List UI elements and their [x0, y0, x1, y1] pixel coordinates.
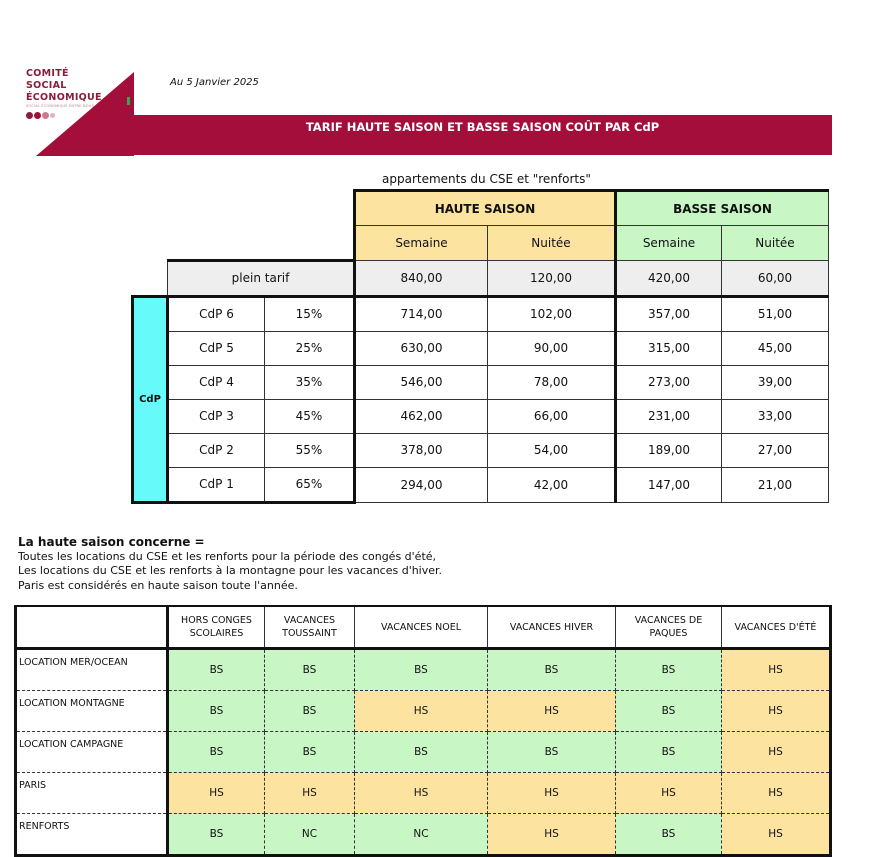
cdp-percent: 15% — [265, 296, 355, 331]
logo-dot — [26, 112, 33, 119]
cdp-value: 27,00 — [722, 433, 829, 467]
cdp-value: 189,00 — [616, 433, 722, 467]
table-row — [16, 814, 831, 856]
season-cell: HS — [355, 691, 488, 732]
row-label: LOCATION CAMPAGNE — [16, 732, 168, 773]
season-cell: BS — [168, 814, 265, 856]
table-row — [133, 399, 829, 433]
tarif-table — [131, 189, 829, 504]
notes-line: Paris est considérés en haute saison toute l'année. — [18, 578, 298, 592]
table-row — [133, 433, 829, 467]
notes-heading: La haute saison concerne = — [18, 535, 205, 549]
cdp-name: CdP 4 — [168, 365, 265, 399]
cdp-value: 630,00 — [355, 331, 488, 365]
cdp-value: 546,00 — [355, 365, 488, 399]
cdp-value: 714,00 — [355, 296, 488, 331]
season-cell: HS — [488, 773, 616, 814]
season-cell: HS — [722, 691, 831, 732]
cdp-value: 54,00 — [488, 433, 616, 467]
logo-dot — [50, 113, 55, 118]
corner-cell — [16, 606, 168, 649]
season-cell: BS — [488, 732, 616, 773]
cdp-value: 51,00 — [722, 296, 829, 331]
table-subtitle: appartements du CSE et "renforts" — [382, 172, 591, 186]
period-header: HORS CONGES SCOLAIRES — [168, 606, 265, 649]
season-cell: BS — [355, 649, 488, 691]
period-header: VACANCES D'ÉTÉ — [722, 606, 831, 649]
plein-tarif-value: 120,00 — [488, 260, 616, 296]
table-row — [16, 732, 831, 773]
plein-tarif-value: 840,00 — [355, 260, 488, 296]
cdp-value: 147,00 — [616, 467, 722, 502]
season-cell: HS — [488, 691, 616, 732]
cdp-name: CdP 5 — [168, 331, 265, 365]
cdp-value: 357,00 — [616, 296, 722, 331]
row-label: LOCATION MER/OCEAN — [16, 649, 168, 691]
table-row — [16, 691, 831, 732]
cdp-value: 66,00 — [488, 399, 616, 433]
cdp-percent: 35% — [265, 365, 355, 399]
plein-tarif-label: plein tarif — [168, 260, 355, 296]
cdp-value: 273,00 — [616, 365, 722, 399]
season-cell: BS — [616, 691, 722, 732]
season-cell: NC — [265, 814, 355, 856]
cdp-name: CdP 3 — [168, 399, 265, 433]
row-label: LOCATION MONTAGNE — [16, 691, 168, 732]
haute-saison-notes — [18, 535, 442, 593]
cdp-value: 45,00 — [722, 331, 829, 365]
periods-table — [14, 605, 832, 857]
notes-line: Toutes les locations du CSE et les renforts pour la période des congés d'été, — [18, 549, 437, 563]
cdp-value: 102,00 — [488, 296, 616, 331]
subheader-semaine: Semaine — [616, 226, 722, 261]
season-cell: BS — [616, 732, 722, 773]
cdp-value: 39,00 — [722, 365, 829, 399]
season-cell: HS — [722, 649, 831, 691]
cdp-label: CdP — [133, 296, 168, 502]
logo-text: COMITÉ SOCIAL ÉCONOMIQUE — [26, 68, 102, 103]
plein-tarif-value: 60,00 — [722, 260, 829, 296]
cdp-value: 78,00 — [488, 365, 616, 399]
season-cell: HS — [168, 773, 265, 814]
table-row — [133, 467, 829, 502]
table-row — [16, 773, 831, 814]
cdp-percent: 45% — [265, 399, 355, 433]
cdp-name: CdP 6 — [168, 296, 265, 331]
cdp-value: 33,00 — [722, 399, 829, 433]
period-header: VACANCES HIVER — [488, 606, 616, 649]
cdp-percent: 65% — [265, 467, 355, 502]
season-cell: BS — [168, 732, 265, 773]
season-cell: BS — [168, 691, 265, 732]
table-row — [16, 649, 831, 691]
cdp-value: 42,00 — [488, 467, 616, 502]
cdp-name: CdP 1 — [168, 467, 265, 502]
cdp-value: 315,00 — [616, 331, 722, 365]
subheader-nuitee: Nuitée — [722, 226, 829, 261]
season-cell: HS — [722, 814, 831, 856]
season-cell: HS — [355, 773, 488, 814]
header-haute-saison: HAUTE SAISON — [355, 191, 616, 226]
document-date: Au 5 Janvier 2025 — [170, 77, 259, 88]
header-basse-saison: BASSE SAISON — [616, 191, 829, 226]
period-header: VACANCES TOUSSAINT — [265, 606, 355, 649]
cdp-name: CdP 2 — [168, 433, 265, 467]
logo-dot — [34, 112, 41, 119]
season-cell: BS — [265, 649, 355, 691]
cdp-value: 378,00 — [355, 433, 488, 467]
season-cell: BS — [616, 814, 722, 856]
period-header: VACANCES NOEL — [355, 606, 488, 649]
season-cell: BS — [355, 732, 488, 773]
cdp-percent: 25% — [265, 331, 355, 365]
season-cell: HS — [722, 773, 831, 814]
row-label: PARIS — [16, 773, 168, 814]
table-row — [133, 331, 829, 365]
cdp-value: 21,00 — [722, 467, 829, 502]
table-row — [133, 365, 829, 399]
table-row — [133, 296, 829, 331]
season-cell: HS — [488, 814, 616, 856]
season-cell: BS — [616, 649, 722, 691]
cdp-value: 90,00 — [488, 331, 616, 365]
logo-dot — [42, 112, 49, 119]
season-cell: HS — [265, 773, 355, 814]
season-cell: BS — [265, 691, 355, 732]
period-header: VACANCES DE PAQUES — [616, 606, 722, 649]
row-label: RENFORTS — [16, 814, 168, 856]
banner-title: TARIF HAUTE SAISON ET BASSE SAISON COÛT PAR CdP — [305, 120, 660, 134]
season-cell: BS — [488, 649, 616, 691]
cdp-value: 294,00 — [355, 467, 488, 502]
season-cell: BS — [265, 732, 355, 773]
plein-tarif-value: 420,00 — [616, 260, 722, 296]
cdp-value: 231,00 — [616, 399, 722, 433]
season-cell: BS — [168, 649, 265, 691]
cdp-percent: 55% — [265, 433, 355, 467]
subheader-nuitee: Nuitée — [488, 226, 616, 261]
logo-mark — [127, 97, 130, 105]
notes-line: Les locations du CSE et les renforts à la montagne pour les vacances d'hiver. — [18, 564, 443, 577]
season-cell: HS — [722, 732, 831, 773]
season-cell: HS — [616, 773, 722, 814]
logo-tagline: SOCIAL ÉCONOMIQUE ENTRE NOUS — [26, 104, 94, 108]
subheader-semaine: Semaine — [355, 226, 488, 261]
season-cell: NC — [355, 814, 488, 856]
cdp-value: 462,00 — [355, 399, 488, 433]
